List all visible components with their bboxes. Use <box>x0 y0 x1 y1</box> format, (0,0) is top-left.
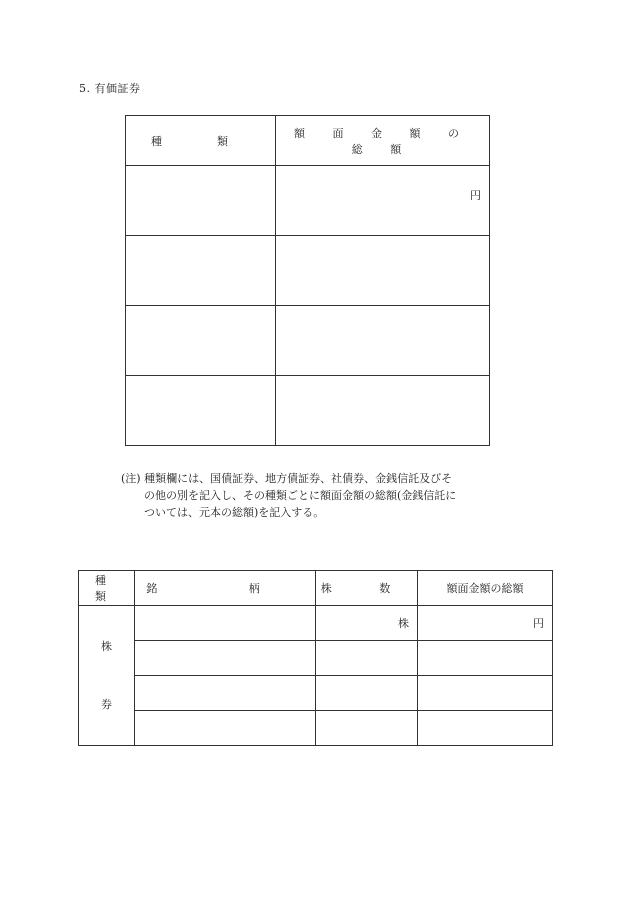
stock-certificates-table <box>78 570 553 746</box>
shares-unit-label: 株 <box>398 617 409 630</box>
column-header-issue-name: 銘 柄 <box>135 571 316 606</box>
type-cell[interactable] <box>126 236 276 306</box>
kind-label-top: 株 <box>101 639 112 653</box>
table-row <box>126 166 490 236</box>
issue-name-cell[interactable] <box>135 711 316 746</box>
column-header-type: 種 類 <box>126 116 276 166</box>
table-row <box>79 676 553 711</box>
column-header-total-face-value: 額 面 金 額 の 総 額 <box>276 116 490 166</box>
share-count-cell[interactable] <box>316 606 418 641</box>
issue-name-cell[interactable] <box>135 606 316 641</box>
table-row <box>126 236 490 306</box>
share-count-cell[interactable] <box>316 641 418 676</box>
table-header-row <box>126 116 490 166</box>
yen-unit-label: 円 <box>470 189 481 202</box>
table-row <box>79 641 553 676</box>
amount-cell[interactable] <box>276 236 490 306</box>
column-header-total-face-value: 額面金額の総額 <box>418 571 553 606</box>
column-header-share-count: 株 数 <box>316 571 418 606</box>
type-cell[interactable] <box>126 166 276 236</box>
column-header-type: 種 類 <box>79 571 135 606</box>
share-count-cell[interactable] <box>316 676 418 711</box>
amount-cell[interactable] <box>276 376 490 446</box>
face-value-cell[interactable] <box>418 711 553 746</box>
amount-cell[interactable] <box>276 166 490 236</box>
yen-unit-label: 円 <box>533 617 544 630</box>
face-value-cell[interactable] <box>418 606 553 641</box>
table-row <box>79 711 553 746</box>
issue-name-cell[interactable] <box>135 641 316 676</box>
table-row <box>126 376 490 446</box>
amount-cell[interactable] <box>276 306 490 376</box>
table-header-row <box>79 571 553 606</box>
note-block <box>121 470 491 521</box>
share-count-cell[interactable] <box>316 711 418 746</box>
note-line: (注) 種類欄には、国債証券、地方債証券、社債券、金銭信託及びそ <box>121 472 453 485</box>
type-cell[interactable] <box>126 376 276 446</box>
table-row <box>126 306 490 376</box>
section-heading: 5. 有価証券 <box>79 82 141 95</box>
issue-name-cell[interactable] <box>135 676 316 711</box>
kind-label-bottom: 券 <box>101 697 112 711</box>
table-row <box>79 606 553 641</box>
note-line: の他の別を記入し、その種類ごとに額面金額の総額(金銭信託に <box>144 489 457 502</box>
note-line: ついては、元本の総額)を記入する。 <box>144 506 325 519</box>
face-value-cell[interactable] <box>418 676 553 711</box>
securities-summary-table <box>125 115 490 446</box>
face-value-cell[interactable] <box>418 641 553 676</box>
type-cell[interactable] <box>126 306 276 376</box>
kind-cell-stock-certificates <box>79 606 135 746</box>
